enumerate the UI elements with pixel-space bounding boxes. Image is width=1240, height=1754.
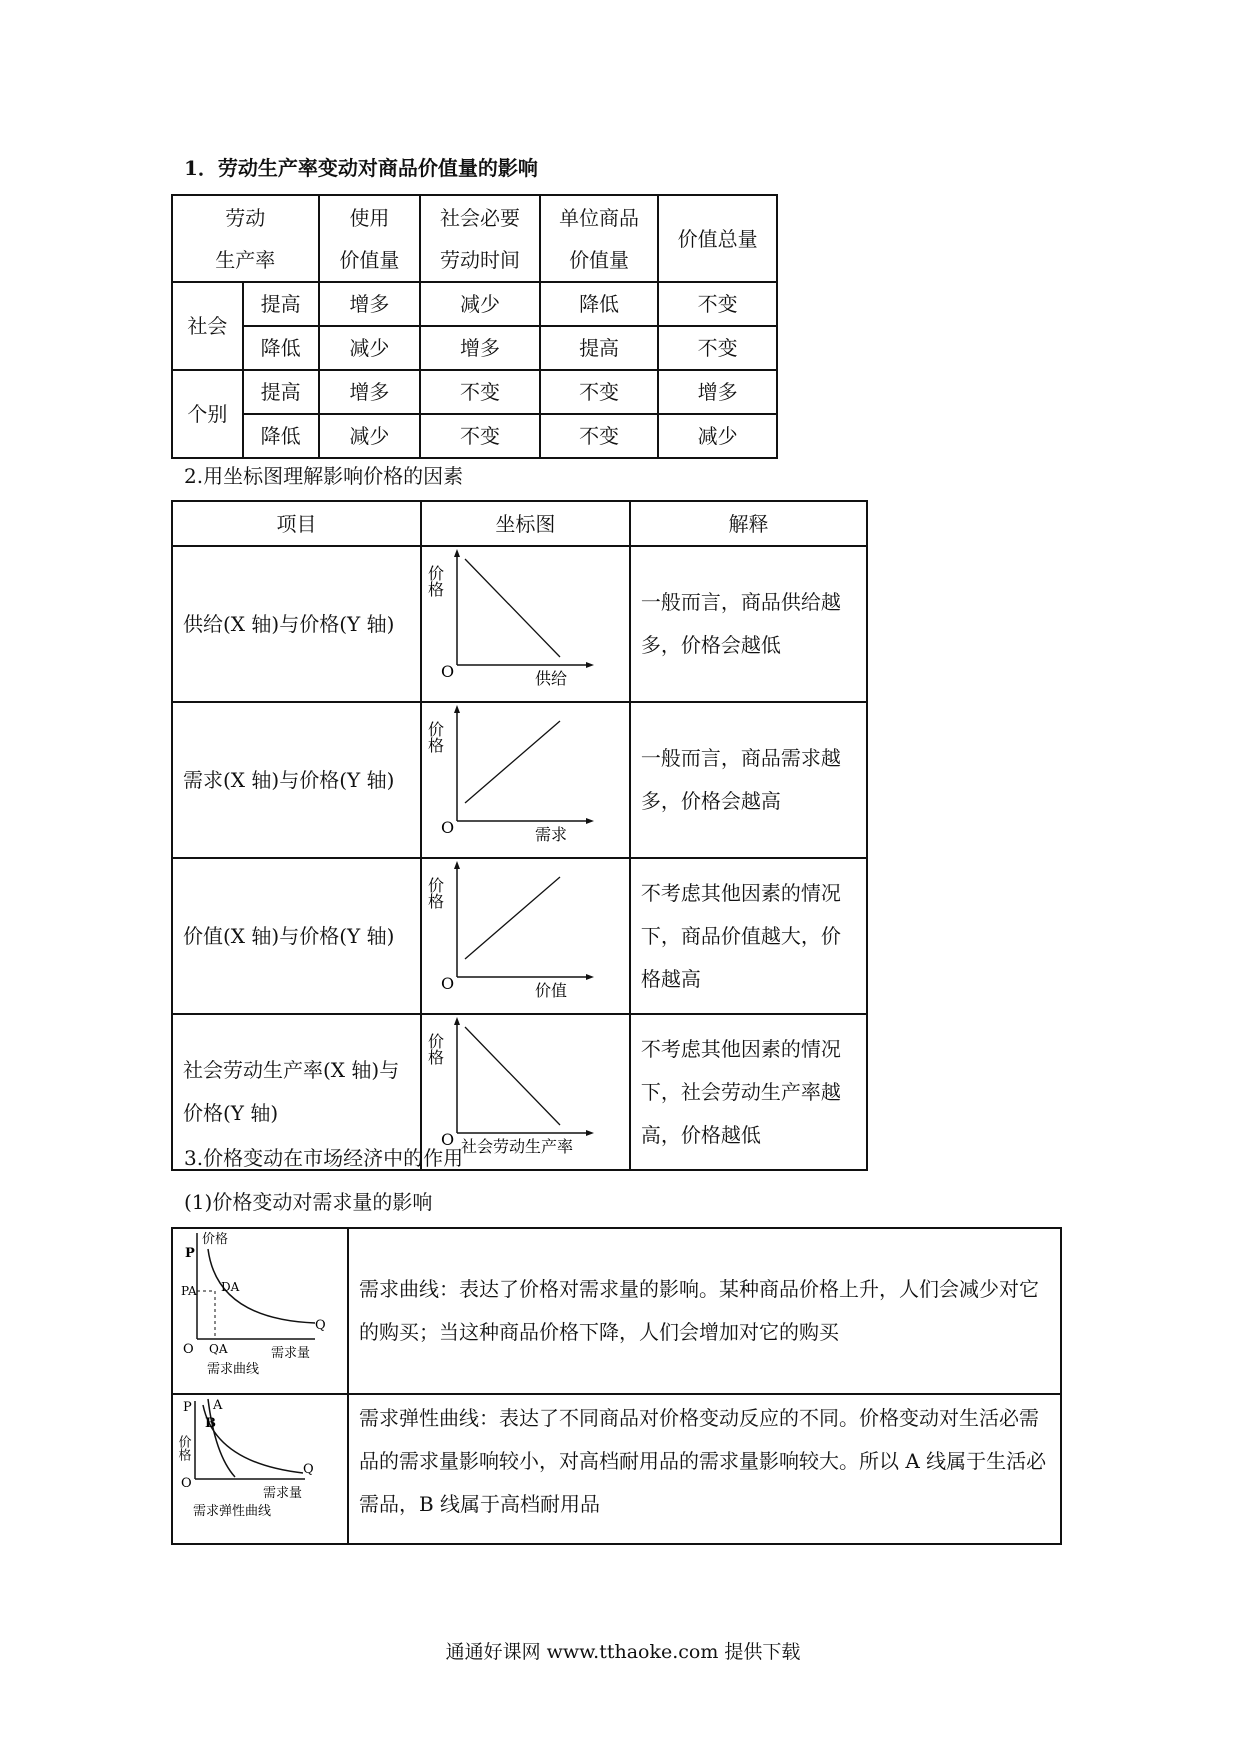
origin-label: O bbox=[180, 1476, 192, 1491]
price-graph bbox=[425, 859, 625, 999]
origin-label: O bbox=[441, 974, 455, 993]
footer: 通通好课网 www.tthaoke.com 提供下载 bbox=[445, 1641, 801, 1663]
y-axis-arrow-icon bbox=[454, 861, 460, 869]
trend-line bbox=[465, 877, 560, 959]
y-axis-arrow-icon bbox=[454, 705, 460, 713]
table-cell: 减少 bbox=[420, 282, 540, 326]
q-label: Q bbox=[302, 1462, 314, 1477]
da-label: DA bbox=[220, 1280, 240, 1294]
a-label: A bbox=[212, 1398, 223, 1413]
table-cell: 不变 bbox=[658, 282, 777, 326]
explanation-cell: 一般而言，商品供给越多，价格会越低 bbox=[630, 546, 867, 702]
price-factors-table bbox=[171, 500, 868, 1171]
p-label: P bbox=[182, 1400, 192, 1415]
table-cell: 不变 bbox=[420, 414, 540, 458]
table-cell: 增多 bbox=[319, 370, 421, 414]
explanation-cell: 一般而言，商品需求越多，价格会越高 bbox=[630, 702, 867, 858]
header-row bbox=[172, 501, 867, 546]
table-cell: 增多 bbox=[319, 282, 421, 326]
demand-table bbox=[171, 1227, 1062, 1545]
x-label: 需求量 bbox=[262, 1486, 302, 1501]
y-axis-arrow-icon bbox=[454, 549, 460, 557]
elasticity-chart bbox=[175, 1395, 345, 1529]
table-cell: 降低 bbox=[540, 282, 659, 326]
table-cell: 降低 bbox=[243, 414, 319, 458]
pa-label: PA bbox=[180, 1284, 197, 1298]
trend-line bbox=[465, 1027, 560, 1125]
table-row bbox=[172, 326, 777, 370]
x-label: 需求量 bbox=[270, 1346, 310, 1361]
graph-cell bbox=[421, 546, 630, 702]
header-row bbox=[172, 195, 777, 282]
item-cell: 需求(X 轴)与价格(Y 轴) bbox=[172, 702, 421, 858]
x-axis-arrow-icon bbox=[586, 662, 594, 668]
table-cell: 增多 bbox=[420, 326, 540, 370]
b-label: B bbox=[204, 1416, 216, 1431]
table-cell: 减少 bbox=[319, 414, 421, 458]
x-label: 需求 bbox=[535, 825, 568, 843]
q-label: Q bbox=[314, 1318, 326, 1333]
qa-label: QA bbox=[208, 1342, 228, 1356]
table-row bbox=[172, 1394, 1061, 1544]
table-cell: 不变 bbox=[420, 370, 540, 414]
group-label: 个别 bbox=[172, 370, 243, 458]
table-row bbox=[172, 414, 777, 458]
item-cell: 社会劳动生产率(X 轴)与价格(Y 轴) bbox=[172, 1014, 421, 1170]
header-cell: 使用 价值量 bbox=[319, 195, 421, 282]
graph-cell bbox=[421, 702, 630, 858]
elasticity-explanation: 需求弹性曲线：表达了不同商品对价格变动反应的不同。价格变动对生活必需品的需求量影响较小，对高档耐用品的需求量影响较大。所以 A 线属于生活必需品，B 线属于高档耐用品 bbox=[348, 1394, 1061, 1544]
origin-label: O bbox=[441, 818, 455, 837]
section1-title: 1．劳动生产率变动对商品价值量的影响 bbox=[184, 156, 538, 180]
x-label: 供给 bbox=[535, 669, 568, 687]
table-row bbox=[172, 546, 867, 702]
table-row bbox=[172, 282, 777, 326]
item-cell: 价值(X 轴)与价格(Y 轴) bbox=[172, 858, 421, 1014]
table-row bbox=[172, 858, 867, 1014]
chart-caption: 需求弹性曲线 bbox=[192, 1504, 271, 1519]
header-cell: 价值总量 bbox=[658, 195, 777, 282]
header-cell: 解释 bbox=[630, 501, 867, 546]
explanation-cell: 不考虑其他因素的情况下，社会劳动生产率越高，价格越低 bbox=[630, 1014, 867, 1170]
table-cell: 不变 bbox=[658, 326, 777, 370]
trend-line bbox=[465, 721, 560, 803]
table-cell: 减少 bbox=[658, 414, 777, 458]
x-axis-arrow-icon bbox=[586, 1130, 594, 1136]
table-cell: 提高 bbox=[540, 326, 659, 370]
x-axis-arrow-icon bbox=[586, 818, 594, 824]
table-cell: 增多 bbox=[658, 370, 777, 414]
header-cell: 社会必要 劳动时间 bbox=[420, 195, 540, 282]
header-cell: 单位商品 价值量 bbox=[540, 195, 659, 282]
demand-curve-chart bbox=[175, 1229, 345, 1379]
y-label: 价格 bbox=[425, 565, 445, 597]
y-label: 价格 bbox=[175, 1435, 191, 1461]
table-cell: 提高 bbox=[243, 282, 319, 326]
p-label: P bbox=[184, 1246, 195, 1261]
section3-subtitle: (1)价格变动对需求量的影响 bbox=[184, 1190, 433, 1214]
table-cell: 降低 bbox=[243, 326, 319, 370]
table-row bbox=[172, 702, 867, 858]
table-cell: 不变 bbox=[540, 370, 659, 414]
origin-label: O bbox=[182, 1342, 194, 1357]
table-cell: 提高 bbox=[243, 370, 319, 414]
graph-cell bbox=[421, 858, 630, 1014]
price-graph bbox=[425, 547, 625, 687]
y-label: 价格 bbox=[425, 721, 445, 753]
x-label: 社会劳动生产率 bbox=[461, 1137, 574, 1155]
table-cell: 减少 bbox=[319, 326, 421, 370]
demand-curve-chart-cell bbox=[172, 1228, 348, 1394]
price-graph bbox=[425, 703, 625, 843]
chart-caption: 需求曲线 bbox=[206, 1362, 259, 1377]
y-label: 价格 bbox=[425, 1033, 445, 1065]
price-graph bbox=[425, 1015, 625, 1155]
section2-title: 2.用坐标图理解影响价格的因素 bbox=[184, 464, 464, 488]
elasticity-chart-cell bbox=[172, 1394, 348, 1544]
explanation-cell: 不考虑其他因素的情况下，商品价值越大，价格越高 bbox=[630, 858, 867, 1014]
x-axis-arrow-icon bbox=[586, 974, 594, 980]
demand-curve-explanation: 需求曲线：表达了价格对需求量的影响。某种商品价格上升，人们会减少对它的购买；当这种商品价格下降，人们会增加对它的购买 bbox=[348, 1228, 1061, 1394]
y-label: 价格 bbox=[425, 877, 445, 909]
productivity-table bbox=[171, 194, 778, 459]
table-row bbox=[172, 370, 777, 414]
origin-label: O bbox=[441, 1130, 455, 1149]
curve-b bbox=[203, 1405, 303, 1473]
x-label: 价值 bbox=[535, 981, 568, 999]
header-cell: 坐标图 bbox=[421, 501, 630, 546]
trend-line bbox=[465, 559, 560, 657]
table-cell: 不变 bbox=[540, 414, 659, 458]
header-cell: 劳动 生产率 bbox=[172, 195, 319, 282]
y-axis-arrow-icon bbox=[454, 1017, 460, 1025]
item-cell: 供给(X 轴)与价格(Y 轴) bbox=[172, 546, 421, 702]
table-row bbox=[172, 1228, 1061, 1394]
group-label: 社会 bbox=[172, 282, 243, 370]
origin-label: O bbox=[441, 662, 455, 681]
header-cell: 项目 bbox=[172, 501, 421, 546]
section3-title: 3.价格变动在市场经济中的作用 bbox=[184, 1146, 464, 1170]
y-label: 价格 bbox=[201, 1232, 228, 1247]
